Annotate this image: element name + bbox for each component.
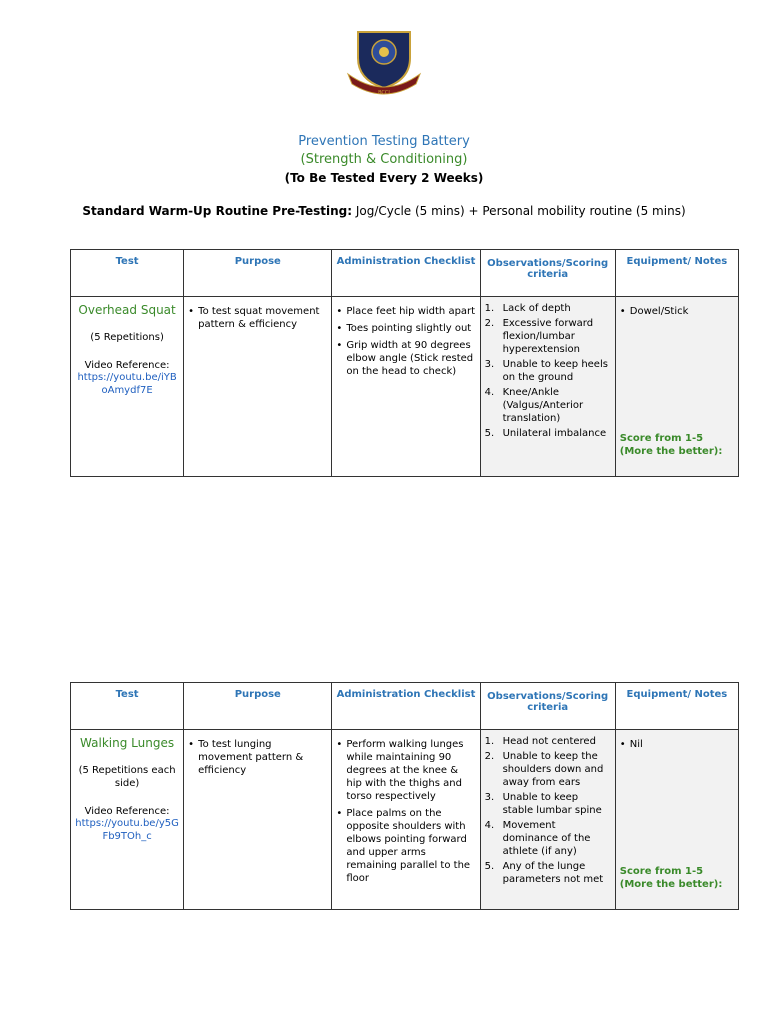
obs-item: 5. Any of the lunge parameters not met [484,861,604,885]
col-header-test: Test [71,250,184,297]
col-header-obs: Observations/Scoring criteria [480,250,615,297]
warmup-text: Jog/Cycle (5 mins) + Personal mobility routine (5 mins) [352,204,686,218]
col-header-admin: Administration Checklist [332,250,480,297]
col-header-equipment: Equipment/ Notes [615,250,738,297]
cricket-academy-logo [344,28,424,98]
col-header-admin: Administration Checklist [332,683,480,730]
test-frequency: (To Be Tested Every 2 Weeks) [284,171,484,185]
table-row [71,730,739,910]
obs-item: 3. Unable to keep stable lumbar spine [484,792,602,816]
page-title: Prevention Testing Battery [298,134,470,149]
obs-item: 5. Unilateral imbalance [484,428,607,439]
equipment-item: • Dowel/Stick [620,305,734,318]
obs-item: 1. Lack of depth [484,303,571,314]
obs-cell [480,297,615,477]
test-name: Walking Lunges [80,736,175,750]
obs-cell [480,730,615,910]
video-link[interactable]: https://youtu.be/iYBoAmydf7E [77,372,177,396]
video-link[interactable]: https://youtu.be/y5GFb9TOh_c [75,818,179,842]
video-label: Video Reference: [84,806,170,817]
test-name: Overhead Squat [78,303,176,317]
obs-item: 4. Knee/Ankle (Valgus/Anterior translation) [484,387,584,424]
admin-cell [332,730,480,910]
equipment-item: • Nil [620,738,734,751]
purpose-cell [184,297,332,477]
score-note: Score from 1-5 (More the better): [619,433,723,457]
obs-item: 2. Excessive forward flexion/lumbar hyperextension [484,318,594,355]
col-header-test: Test [71,683,184,730]
obs-item: 1. Head not centered [484,736,596,747]
admin-item: • Place feet hip width apart [336,305,475,318]
table-header-row [71,683,739,730]
obs-item: 4. Movement dominance of the athlete (if any) [484,820,591,857]
purpose-cell [184,730,332,910]
test-cell [71,297,184,477]
col-header-purpose: Purpose [184,683,332,730]
admin-cell [332,297,480,477]
test-reps: (5 Repetitions each side) [78,765,176,789]
table-header-row [71,250,739,297]
equipment-cell [615,297,738,477]
logo-ribbon-text: BCCI [378,90,390,96]
warmup-routine [0,204,768,218]
test-reps: (5 Repetitions) [90,332,164,343]
warmup-label: Standard Warm-Up Routine Pre-Testing: [82,204,353,218]
table-row [71,297,739,477]
page-subtitle: (Strength & Conditioning) [300,152,468,167]
admin-item: • Grip width at 90 degrees elbow angle (Stick rested on the head to check) [336,339,475,378]
score-note: Score from 1-5 (More the better): [619,866,723,890]
test-cell [71,730,184,910]
admin-item: • Toes pointing slightly out [336,322,475,335]
col-header-purpose: Purpose [184,250,332,297]
admin-item: • Perform walking lunges while maintaining 90 degrees at the knee & hip with the thighs and torso respectively [336,738,475,803]
admin-item: • Place palms on the opposite shoulders with elbows pointing forward and upper arms remaining parallel to the floor [336,807,475,885]
obs-item: 3. Unable to keep heels on the ground [484,359,608,383]
test-table-walking-lunges [70,682,739,910]
test-table-overhead-squat [70,249,739,477]
obs-item: 2. Unable to keep the shoulders down and away from ears [484,751,604,788]
video-label: Video Reference: [84,360,170,371]
purpose-text: • To test squat movement pattern & efficiency [188,305,327,331]
col-header-equipment: Equipment/ Notes [615,683,738,730]
col-header-obs: Observations/Scoring criteria [480,683,615,730]
equipment-cell [615,730,738,910]
purpose-text: • To test lunging movement pattern & efficiency [188,738,327,777]
